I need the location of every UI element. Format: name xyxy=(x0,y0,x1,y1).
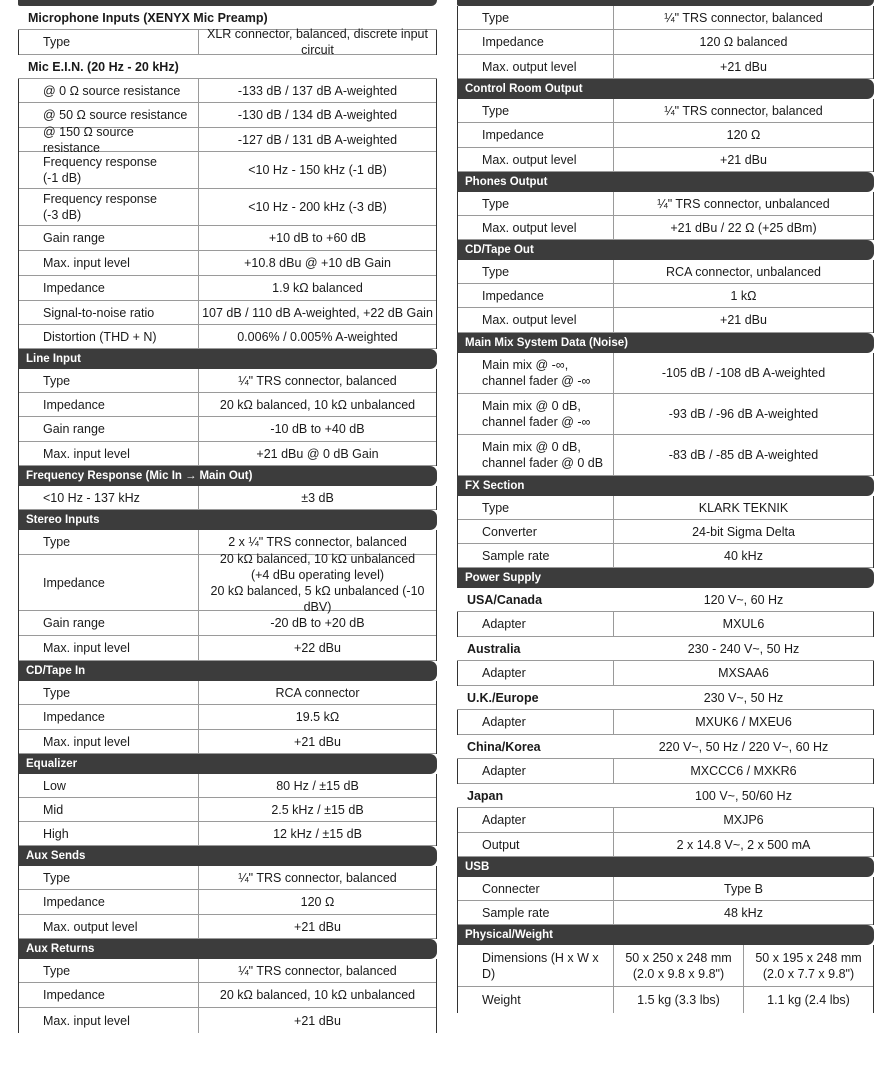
row-value: 20 kΩ balanced, 10 kΩ unbalanced xyxy=(219,988,416,1002)
row-label: Max. output level xyxy=(458,55,614,78)
row-label: Adapter xyxy=(458,808,614,832)
power-region-row xyxy=(457,686,874,710)
row-value: ¼" TRS connector, balanced xyxy=(664,103,823,118)
table-row xyxy=(19,276,436,301)
row-label: High xyxy=(19,822,199,845)
row-label: Signal-to-noise ratio xyxy=(19,301,199,324)
row-label: Type xyxy=(19,959,199,982)
usb-table xyxy=(457,877,874,925)
region-value: 230 - 240 V~, 50 Hz xyxy=(687,641,800,656)
table-row xyxy=(458,308,873,333)
region-name: Australia xyxy=(467,641,521,656)
row-label: Max. input level xyxy=(19,636,199,660)
table-row xyxy=(19,959,436,983)
row-label: Impedance xyxy=(19,393,199,416)
row-label: @ 0 Ω source resistance xyxy=(19,79,199,102)
row-label: Main mix @ 0 dB, channel fader @ 0 dB xyxy=(458,435,614,475)
row-label: Sample rate xyxy=(458,901,614,924)
row-value: ¼" TRS connector, balanced xyxy=(664,10,823,25)
row-label: Impedance xyxy=(19,276,199,300)
table-row xyxy=(458,353,873,394)
table-row xyxy=(458,520,873,544)
region-value: 120 V~, 60 Hz xyxy=(703,592,784,607)
row-label: Adapter xyxy=(458,612,614,636)
table-row xyxy=(458,901,873,925)
row-value: MXUL6 xyxy=(722,617,765,631)
section-header-control-room: Control Room Output xyxy=(457,79,874,99)
region-value: 220 V~, 50 Hz / 220 V~, 60 Hz xyxy=(658,739,829,754)
table-row xyxy=(19,251,436,276)
section-header-cd-tape-out: CD/Tape Out xyxy=(457,240,874,260)
table-row xyxy=(458,148,873,172)
table-row xyxy=(19,774,436,798)
row-value: Type B xyxy=(724,881,763,896)
row-value: +21 dBu @ 0 dB Gain xyxy=(256,446,379,461)
row-value: 120 Ω xyxy=(726,128,761,142)
table-row xyxy=(19,369,436,393)
row-label: Frequency response (-1 dB) xyxy=(19,152,199,188)
row-label: Max. output level xyxy=(19,915,199,938)
row-label: Max. input level xyxy=(19,1008,199,1033)
region-value: 230 V~, 50 Hz xyxy=(703,690,784,705)
section-header-usb: USB xyxy=(457,857,874,877)
row-label: @ 50 Ω source resistance xyxy=(19,103,199,127)
frequency-response-table xyxy=(18,486,437,510)
table-row xyxy=(458,710,873,735)
fx-table xyxy=(457,496,874,568)
table-row xyxy=(458,877,873,901)
table-row xyxy=(458,284,873,308)
row-value: 2 x 14.8 V~, 2 x 500 mA xyxy=(676,837,811,852)
mic-inputs-table xyxy=(18,27,437,57)
row-label: Impedance xyxy=(458,30,614,54)
row-label: Type xyxy=(458,496,614,519)
table-row xyxy=(458,435,873,476)
row-label: Adapter xyxy=(458,710,614,734)
row-value: MXUK6 / MXEU6 xyxy=(695,715,792,729)
table-row xyxy=(458,833,873,857)
row-label: Frequency response (-3 dB) xyxy=(19,189,199,225)
table-row xyxy=(19,822,436,846)
row-label: Distortion (THD + N) xyxy=(19,325,199,348)
row-label: Impedance xyxy=(19,983,199,1007)
aux-sends-table xyxy=(18,866,437,939)
table-row xyxy=(19,393,436,417)
table-row xyxy=(458,759,873,784)
row-label: Low xyxy=(19,774,199,797)
table-row: Dimensions (H x W x D) 50 x 250 x 248 mm (2.0 x 9.8 x 9.8") 50 x 195 x 248 mm (2.0 x 7.7 x 9.8") xyxy=(458,945,873,987)
arrow-right-icon: → xyxy=(184,470,197,482)
row-label: Max. output level xyxy=(458,148,614,171)
row-value: -83 dB / -85 dB A-weighted xyxy=(668,448,819,462)
table-row xyxy=(19,866,436,890)
line-input-table xyxy=(18,369,437,466)
table-row: Type XLR connector, balanced, discrete input circuit xyxy=(19,30,436,55)
row-value: ¼" TRS connector, balanced xyxy=(238,870,397,885)
table-row xyxy=(458,6,873,30)
table-row xyxy=(19,79,436,103)
table-row xyxy=(458,260,873,284)
control-room-table xyxy=(457,99,874,172)
table-row xyxy=(458,394,873,435)
table-row xyxy=(458,544,873,568)
row-value: 1.9 kΩ balanced xyxy=(272,281,363,295)
row-value: +21 dBu xyxy=(720,59,767,74)
table-row xyxy=(458,661,873,686)
table-row xyxy=(19,636,436,661)
row-label: Sample rate xyxy=(458,544,614,567)
row-value: 24-bit Sigma Delta xyxy=(692,524,795,539)
row-value: -130 dB / 134 dB A-weighted xyxy=(237,108,398,122)
row-label: Max. output level xyxy=(458,216,614,239)
row-value: +21 dBu / 22 Ω (+25 dBm) xyxy=(670,220,817,235)
section-header-aux-returns: Aux Returns xyxy=(18,939,437,959)
row-label: Type xyxy=(19,369,199,392)
table-row xyxy=(458,123,873,148)
row-value: KLARK TEKNIK xyxy=(698,500,789,515)
row-label: Adapter xyxy=(458,661,614,685)
row-value: -105 dB / -108 dB A-weighted xyxy=(661,366,826,380)
section-header-equalizer: Equalizer xyxy=(18,754,437,774)
row-value: +22 dBu xyxy=(294,641,341,655)
table-row xyxy=(19,730,436,754)
table-row xyxy=(19,1008,436,1033)
section-header-power-supply: Power Supply xyxy=(457,568,874,588)
section-header-stereo-inputs: Stereo Inputs xyxy=(18,510,437,530)
row-value: <10 Hz - 150 kHz (-1 dB) xyxy=(248,163,387,177)
row-label: Impedance xyxy=(19,705,199,729)
equalizer-table xyxy=(18,774,437,846)
row-value: +10.8 dBu @ +10 dB Gain xyxy=(244,256,391,270)
section-header-frequency-response: Frequency Response (Mic In → Main Out) xyxy=(18,466,437,486)
mic-inputs-subheader: Microphone Inputs (XENYX Mic Preamp) xyxy=(18,6,437,30)
noise-table xyxy=(457,353,874,476)
table-row xyxy=(19,301,436,325)
table-row xyxy=(19,611,436,636)
row-value: +21 dBu xyxy=(720,152,767,167)
main-outputs-table xyxy=(457,6,874,79)
row-label: Type xyxy=(458,192,614,215)
mic-ein-table xyxy=(18,79,437,349)
power-region-row xyxy=(457,784,874,808)
row-label: Type xyxy=(19,866,199,889)
row-label: Max. input level xyxy=(19,730,199,753)
row-value: ¼" TRS connector, balanced xyxy=(238,963,397,978)
row-label: Impedance xyxy=(458,123,614,147)
row-label: Max. input level xyxy=(19,251,199,275)
region-name: USA/Canada xyxy=(467,592,543,607)
row-value: <10 Hz - 200 kHz (-3 dB) xyxy=(248,200,387,214)
row-label: Type xyxy=(458,99,614,122)
row-value: 1 kΩ xyxy=(730,288,757,303)
row-value: 80 Hz / ±15 dB xyxy=(276,778,359,793)
table-row: Type 2 x ¼" TRS connector, balanced xyxy=(19,530,436,555)
row-value: ¼" TRS connector, unbalanced xyxy=(657,196,830,211)
left-spec-column xyxy=(18,0,437,1033)
table-row xyxy=(19,124,436,155)
row-label: Adapter xyxy=(458,759,614,783)
row-value: 12 kHz / ±15 dB xyxy=(273,826,362,841)
row-label: Max. output level xyxy=(458,308,614,332)
table-row xyxy=(19,226,436,251)
row-value: +10 dB to +60 dB xyxy=(268,231,367,245)
table-row xyxy=(458,99,873,123)
row-label: Gain range xyxy=(19,226,199,250)
table-row xyxy=(19,890,436,915)
row-value: ±3 dB xyxy=(301,490,334,505)
row-label: @ 150 Ω source resistance xyxy=(19,128,199,151)
row-label: Type xyxy=(458,260,614,283)
row-value: RCA connector, unbalanced xyxy=(666,264,821,279)
row-value: 107 dB / 110 dB A-weighted, +22 dB Gain xyxy=(202,305,433,320)
row-value: 20 kΩ balanced, 10 kΩ unbalanced xyxy=(219,397,416,412)
section-header-fx: FX Section xyxy=(457,476,874,496)
stereo-inputs-table xyxy=(18,530,437,661)
table-row xyxy=(19,983,436,1008)
table-row xyxy=(458,808,873,833)
table-row xyxy=(19,681,436,705)
row-label: Converter xyxy=(458,520,614,543)
table-row xyxy=(458,55,873,79)
section-header-physical: Physical/Weight xyxy=(457,925,874,945)
row-value: +21 dBu xyxy=(720,313,767,327)
row-label: Connecter xyxy=(458,877,614,900)
cd-tape-out-table xyxy=(457,260,874,333)
table-row: Weight 1.5 kg (3.3 lbs) 1.1 kg (2.4 lbs) xyxy=(458,987,873,1013)
row-value: RCA connector xyxy=(275,685,360,700)
table-row xyxy=(19,705,436,730)
table-row: Impedance 20 kΩ balanced, 10 kΩ unbalanced (+4 dBu operating level) 20 kΩ balanced, 5 kΩ unbalanced (-10 dBV) xyxy=(19,555,436,611)
row-value: -93 dB / -96 dB A-weighted xyxy=(668,407,819,421)
row-value: -20 dB to +20 dB xyxy=(270,616,365,630)
row-value: 120 Ω balanced xyxy=(699,35,788,49)
row-value: -127 dB / 131 dB A-weighted xyxy=(237,132,398,147)
region-value: 100 V~, 50/60 Hz xyxy=(695,788,792,803)
table-row xyxy=(458,496,873,520)
row-value: MXJP6 xyxy=(723,813,764,827)
table-row xyxy=(19,189,436,226)
cd-tape-in-table xyxy=(18,681,437,754)
row-label: Main mix @ -∞, channel fader @ -∞ xyxy=(458,353,614,393)
right-spec-column xyxy=(457,0,874,1013)
table-row xyxy=(458,216,873,240)
row-value: 2.5 kHz / ±15 dB xyxy=(271,802,364,817)
row-value: -10 dB to +40 dB xyxy=(270,422,365,436)
mic-ein-subheader: Mic E.I.N. (20 Hz - 20 kHz) xyxy=(18,55,437,79)
table-row xyxy=(19,486,436,510)
region-name: U.K./Europe xyxy=(467,690,539,705)
row-value: MXCCC6 / MXKR6 xyxy=(690,764,797,778)
row-label: Gain range xyxy=(19,417,199,441)
phones-table xyxy=(457,192,874,240)
table-row xyxy=(19,417,436,442)
row-value: +21 dBu xyxy=(294,734,341,749)
aux-returns-table xyxy=(18,959,437,1033)
region-name: China/Korea xyxy=(467,739,541,754)
row-label: Gain range xyxy=(19,611,199,635)
physical-table xyxy=(457,945,874,1013)
row-label: Type xyxy=(458,6,614,29)
row-value: 48 kHz xyxy=(724,905,763,920)
table-row xyxy=(19,442,436,466)
row-label: Impedance xyxy=(19,890,199,914)
row-label: <10 Hz - 137 kHz xyxy=(19,486,199,509)
section-header-cd-tape-in: CD/Tape In xyxy=(18,661,437,681)
row-value: 0.006% / 0.005% A-weighted xyxy=(237,329,398,344)
table-row xyxy=(458,612,873,637)
section-header-phones: Phones Output xyxy=(457,172,874,192)
table-row xyxy=(19,152,436,189)
row-label: Type xyxy=(19,681,199,704)
table-row xyxy=(458,30,873,55)
row-value: 19.5 kΩ xyxy=(295,710,340,724)
power-region-row xyxy=(457,588,874,612)
section-header-noise: Main Mix System Data (Noise) xyxy=(457,333,874,353)
region-name: Japan xyxy=(467,788,504,803)
row-label: Main mix @ 0 dB, channel fader @ -∞ xyxy=(458,394,614,434)
row-label: Output xyxy=(458,833,614,856)
section-header-line-input: Line Input xyxy=(18,349,437,369)
power-region-row xyxy=(457,637,874,661)
row-value: 40 kHz xyxy=(724,548,763,563)
row-label: Impedance xyxy=(458,284,614,307)
power-supply-table xyxy=(457,588,874,857)
row-value: MXSAA6 xyxy=(718,666,769,680)
table-row xyxy=(19,798,436,822)
section-header-aux-sends: Aux Sends xyxy=(18,846,437,866)
row-value: ¼" TRS connector, balanced xyxy=(238,373,397,388)
table-row xyxy=(19,915,436,939)
row-value: -133 dB / 137 dB A-weighted xyxy=(237,83,398,98)
power-region-row xyxy=(457,735,874,759)
row-value: 120 Ω xyxy=(300,895,335,909)
row-label: Mid xyxy=(19,798,199,821)
row-label: Max. input level xyxy=(19,442,199,465)
row-value: +21 dBu xyxy=(294,919,341,934)
row-value: +21 dBu xyxy=(294,1013,341,1028)
table-row xyxy=(458,192,873,216)
table-row xyxy=(19,325,436,349)
